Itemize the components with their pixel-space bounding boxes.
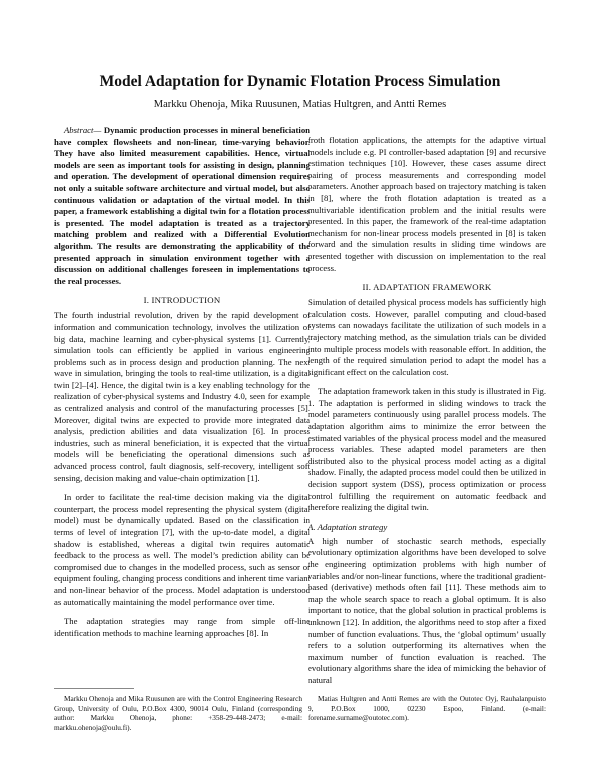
framework-paragraph-2: The adaptation framework taken in this study is illustrated in Fig. 1. The adaptation is performed in sliding windows to track the model parameters continuously using parallel process models. The adaptation algorithm aims to minimize the error between the estimated variables of the physical process model and the measured process variables. These adapted model parameters are then distributed also to the physical process model acting as a digital shadow. Finally, the adapted process model could then be utilized in decision support system (DSS), process optimization or process control fulfilling the requirement on automatic feedback and therefore realizing the digital twin. [308, 386, 546, 513]
abstract [54, 125, 310, 287]
right-column [308, 135, 546, 687]
framework-paragraph-1: Simulation of detailed physical process models has sufficiently high calculation costs. However, parallel computing and cloud-based systems can nowadays facilitate the utilization of such models in a trajectory matching method, as the simulation trials can be divided into multiple process models with reasonable effort. In addition, the length of the required simulation period to adapt the model has a significant effect on the calculation cost. [308, 297, 546, 377]
subsection-heading-adaptation-strategy: A. Adaptation strategy [308, 521, 388, 532]
section-heading-introduction: I. INTRODUCTION [143, 295, 221, 306]
author-list: Markku Ohenoja, Mika Ruusunen, Matias Hultgren, and Antti Remes [153, 99, 447, 110]
intro-paragraph-1: The fourth industrial revolution, driven by the rapid development of information and communication technology, involves the utilization of big data, machine learning and cyber-physical systems [1]. Currently, simulation tools can efficiently be applied in various engineering problems such as in process design and production planning. The next wave in simulation, bringing the tools to real-time utilization, is a digital twin [2]–[4]. Hence, the digital twin is a key enabling technology for the realization of cyber-physical systems and Industry 4.0, seen for example as centralized analysis and control of the manufacturing processes [5]. Moreover, digital twins are expected to provide more integrated data analysis, prediction abilities and data visualization [6]. In process industries, such as mineral beneficiation, it is expected that the virtual models will be beneficiating the operational dimensions such as advanced process control, fault diagnosis, self-recovery, intelligent soft sensing, decision making and value-chain optimization [1]. [54, 310, 310, 483]
section-heading-adaptation-framework: II. ADAPTATION FRAMEWORK [362, 282, 492, 293]
footnote-left: Markku Ohenoja and Mika Ruusunen are with the Control Engineering Research Group, University of Oulu, P.O.Box 4300, 90014 Oulu, Finland (corresponding author: Markku Ohenoja, phone: +358-29-448-2473; e-mail: markku.ohenoja@oulu.fi). [54, 694, 302, 732]
left-column [54, 125, 310, 639]
strategy-paragraph-1: A high number of stochastic search methods, especially evolutionary optimization algorithms have been developed to solve the engineering optimization problems with high number of variables and/or non-linear functions, where the traditional gradient-based (derivative) methods often fail [11]. These methods aim to map the whole search space to reach a global optimum. It is also important to notice, that the global solution in practical problems is unknown [12]. In addition, the algorithms need to stop after a fixed number of function evaluations. Thus, the ‘global optimum’ usually refers to a solution outperforming its alternatives when the maximum number of function evaluation is reached. The evolutionary algorithms share the idea of mimicking the behavior of natural [308, 535, 546, 685]
footnote-right: Matias Hultgren and Antti Remes are with the Outotec Oyj, Rauhalanpuisto 9, P.O.Box 1000, 02230 Espoo, Finland. (e-mail: forename.surname@outotec.com). [308, 694, 546, 722]
intro-paragraph-3: The adaptation strategies may range from simple off-line identification methods to machine learning approaches [8]. In [54, 616, 310, 638]
footnote-divider [54, 688, 134, 689]
intro-paragraph-2: In order to facilitate the real-time decision making via the digital counterpart, the process model representing the physical system (digital model) must be dynamically updated. Based on the classification in terms of level of integration [7], with the up-to-date model, a digital shadow is established, whereas a digital twin requires automatic feedback to the process as well. The model’s prediction ability can be compromised due to changes in the modelled process, such as sensor or equipment fouling, changing process conditions and inherent time variant and non-linear behavior of the process. Model adaptation is understood as automatically maintaining the model performance over time. [54, 492, 310, 607]
paper-title: Model Adaptation for Dynamic Flotation Process Simulation [99, 73, 501, 90]
abstract-text: Dynamic production processes in mineral beneficiation have complex flowsheets and non-linear, time-varying behavior. They have also limited measurement capabilities. Hence, virtual models are seen as important tools for assisting in design, planning and operation. The development of operational dimension requires not only a suitable software architecture and virtual model, but also continuous validation or adaptation of the virtual model. In this paper, a framework establishing a digital twin for a flotation process is presented. The model adaptation is treated as a trajectory matching problem and realized with a Differential Evolution algorithm. The results are demonstrating the applicability of the presented approach in simulation environment together with a discussion on additional challenges foreseen in implementations to the real processes. [54, 125, 310, 286]
intro-paragraph-continued: froth flotation applications, the attempts for the adaptive virtual models include e.g. PI controller-based adaptation [9] and recursive estimation techniques [10]. However, these cases assume direct pairing of process measurements and corresponding model parameters. Another approach based on trajectory matching is taken in [8], where the froth flotation adaptation is treated as a multivariable identification problem and the initial results were presented. In this paper, the framework of the real-time adaptation mechanism for non-linear process models presented in [8] is taken forward and the simulation results in sliding time windows are presented together with discussion on implementation to the real process. [308, 135, 546, 273]
abstract-lead: Abstract— [64, 125, 102, 135]
